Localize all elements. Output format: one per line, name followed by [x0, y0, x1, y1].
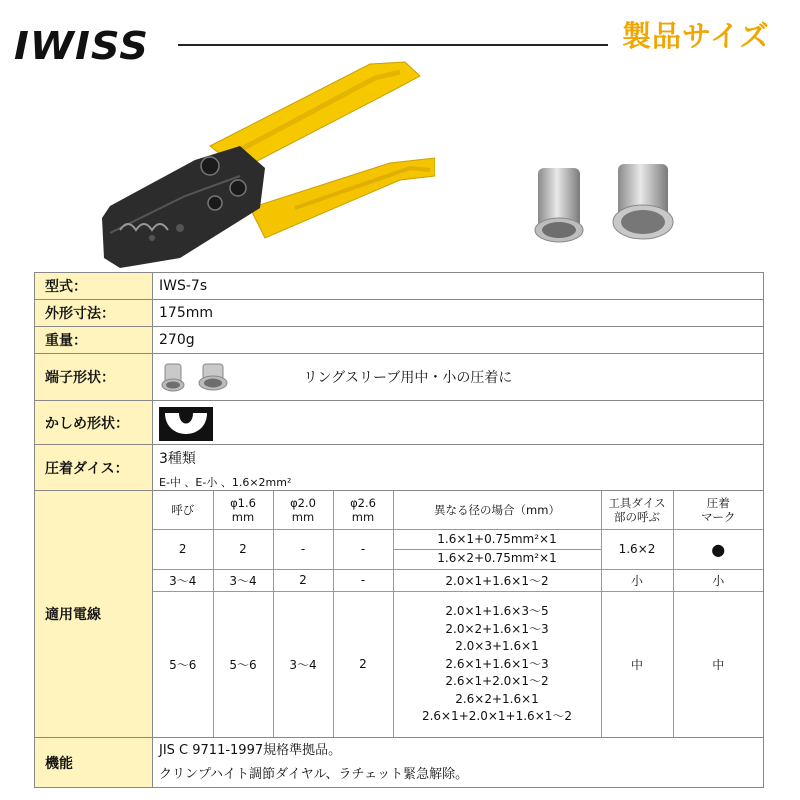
header-rule [178, 44, 608, 46]
medium-sleeve-icon [197, 362, 229, 392]
combo-cell: 2.6×2+1.6×1 [455, 691, 539, 706]
combo-cell: 2.0×1+1.6×1〜2 [393, 569, 601, 591]
d26-cell: - [333, 569, 393, 591]
spec-table [34, 272, 764, 788]
d20-cell: - [273, 529, 333, 569]
page-title: 製品サイズ [622, 19, 770, 53]
col-d20 [273, 491, 333, 529]
terminal-description: リングスリーブ用中・小の圧着に [303, 370, 513, 386]
spec-label: かしめ形状： [35, 401, 153, 445]
spec-value: IWS-7s [153, 273, 764, 300]
wire-header-label: φ2.6 mm [350, 495, 376, 524]
d20-cell: 3〜4 [273, 591, 333, 737]
wire-header-row [153, 491, 763, 529]
terminal-icons [159, 362, 229, 392]
spec-row-wires [35, 491, 764, 738]
spec-label: 端子形状： [35, 354, 153, 401]
ring-sleeve-image [520, 150, 680, 248]
d26-cell: 2 [333, 591, 393, 737]
d16-cell: 3〜4 [213, 569, 273, 591]
mark-cell: 中 [673, 591, 763, 737]
col-die [601, 491, 673, 529]
d26-cell: - [333, 529, 393, 569]
wire-header-label: 圧着 マーク [701, 495, 736, 524]
function-line: JIS C 9711-1997規格準拠品。 [159, 742, 342, 758]
col-nominal [153, 491, 213, 529]
die-cell: 中 [601, 591, 673, 737]
wire-row-3-4 [153, 569, 763, 591]
mark-cell: ● [673, 529, 763, 569]
combo-cell: 2.0×1+1.6×3〜5 [445, 604, 549, 618]
spec-value: 270g [153, 327, 764, 354]
spec-label: 重量： [35, 327, 153, 354]
spec-label: 機能 [35, 738, 153, 788]
spec-row-dies [35, 445, 764, 491]
col-mark [673, 491, 763, 529]
wire-row-2 [153, 529, 763, 569]
nominal-cell: 3〜4 [153, 569, 213, 591]
combo-cell: 1.6×1+0.75mm²×1 [394, 531, 601, 550]
nominal-cell: 5〜6 [153, 591, 213, 737]
combo-cell: 2.6×1+2.0×1+1.6×1〜2 [421, 709, 573, 723]
spec-row-dimensions [35, 300, 764, 327]
function-line: クリンプハイト調節ダイヤル、ラチェット緊急解除。 [159, 766, 469, 782]
d20-cell: 2 [273, 569, 333, 591]
d16-cell: 5〜6 [213, 591, 273, 737]
wire-row-5-6 [153, 591, 763, 737]
wire-header-label: 呼び [171, 502, 195, 517]
spec-row-weight [35, 327, 764, 354]
die-cell: 小 [601, 569, 673, 591]
combo-cell: 2.6×1+2.0×1〜2 [445, 674, 549, 688]
wire-table [153, 491, 763, 737]
combo-cell: 2.0×2+1.6×1〜3 [445, 621, 549, 636]
combo-cell: 2.0×3+1.6×1 [455, 639, 539, 653]
spec-row-model [35, 273, 764, 300]
spec-label: 外形寸法： [35, 300, 153, 327]
spec-label: 型式： [35, 273, 153, 300]
combo-cell: 1.6×2+0.75mm²×1 [437, 550, 557, 565]
mark-cell: 小 [673, 569, 763, 591]
nominal-cell: 2 [153, 529, 213, 569]
wire-header-label: φ1.6 mm [230, 495, 256, 524]
wire-header-label: 異なる径の場合（mm） [434, 502, 560, 517]
crimping-tool-image [90, 58, 435, 276]
dies-types: E-中 、E-小 、1.6×2mm² [159, 475, 292, 489]
spec-row-crimp-shape [35, 401, 764, 445]
wire-header-label: φ2.0 mm [290, 495, 316, 524]
col-d26 [333, 491, 393, 529]
spec-row-function [35, 738, 764, 788]
col-combos [393, 491, 601, 529]
dies-count: 3種類 [159, 450, 196, 467]
spec-row-terminal [35, 354, 764, 401]
small-sleeve-icon [159, 362, 191, 392]
spec-label: 適用電線 [35, 491, 153, 738]
wire-header-label: 工具ダイス 部の呼ぶ [608, 495, 666, 524]
spec-label: 圧着ダイス： [35, 445, 153, 491]
brand-logo: IWISS [14, 24, 150, 68]
col-d16 [213, 491, 273, 529]
crimp-shape-icon [159, 407, 213, 441]
combo-cell: 2.6×1+1.6×1〜3 [445, 656, 549, 671]
die-cell: 1.6×2 [601, 529, 673, 569]
d16-cell: 2 [213, 529, 273, 569]
spec-value: 175mm [153, 300, 764, 327]
